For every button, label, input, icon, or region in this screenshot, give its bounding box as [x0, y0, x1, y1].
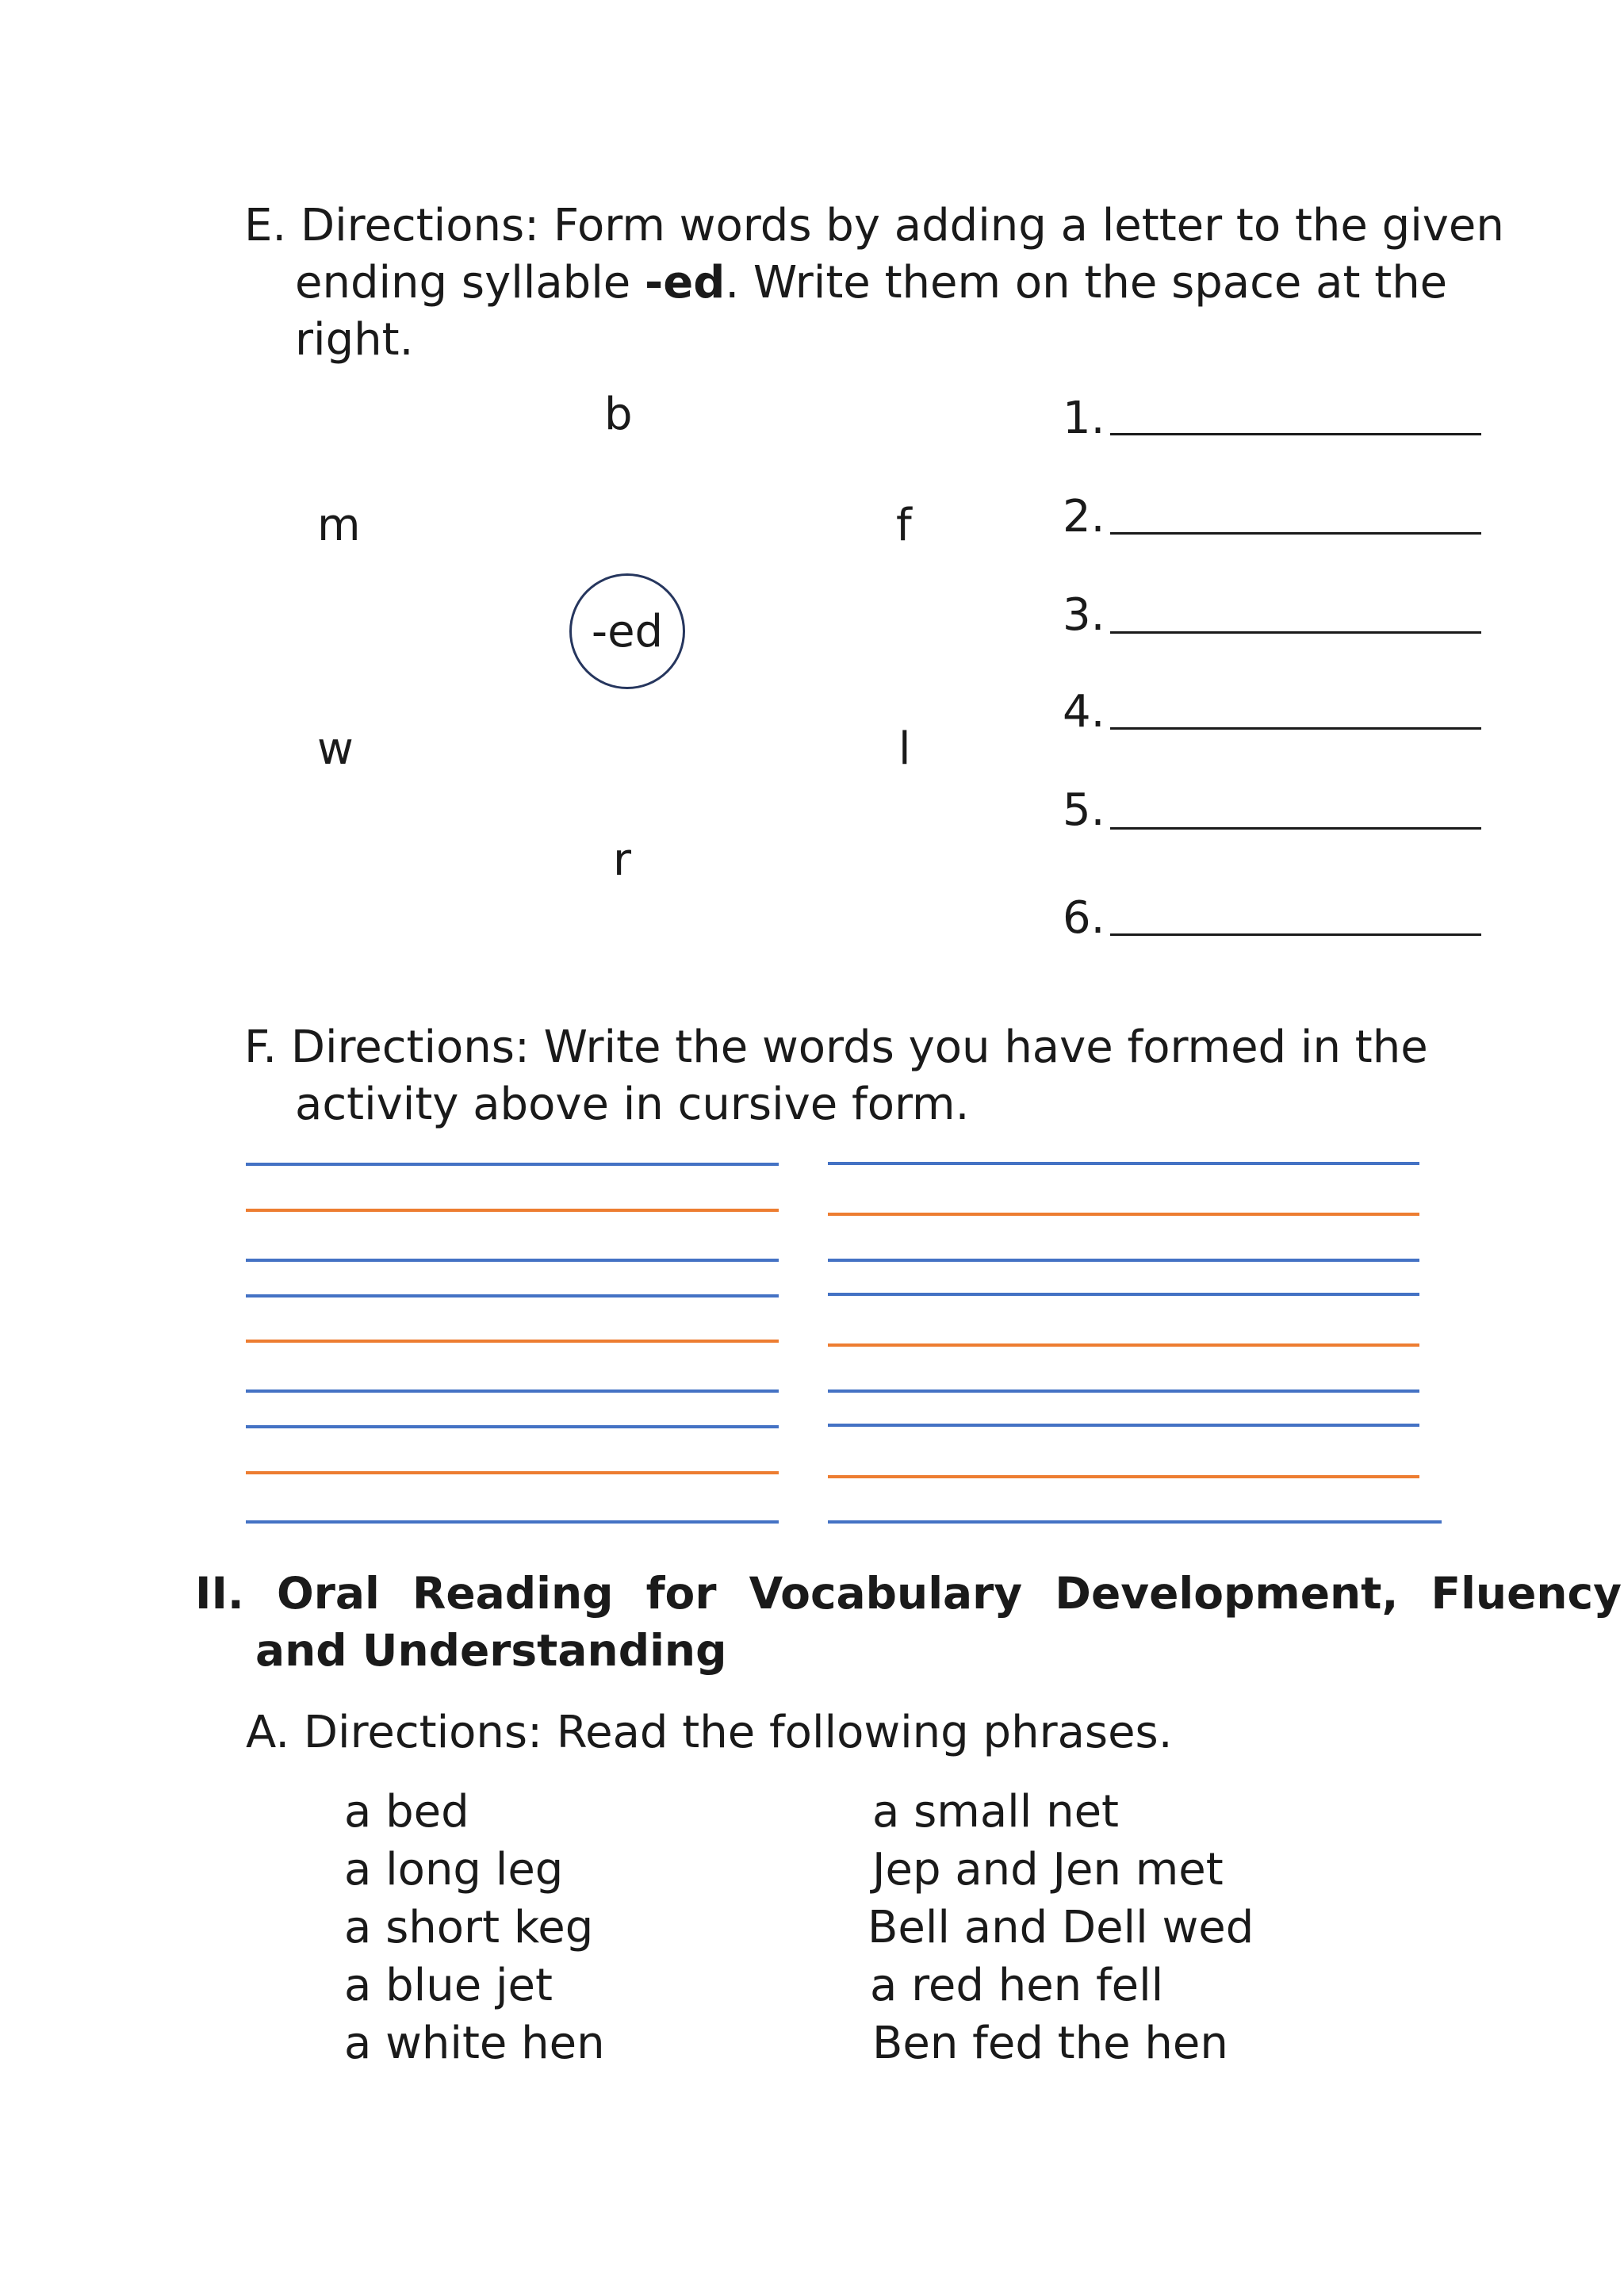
answer-number-2: 2.: [1063, 491, 1105, 542]
answer-number-5: 5.: [1063, 784, 1105, 836]
answer-line-1[interactable]: [1110, 433, 1481, 435]
answer-number-1: 1.: [1063, 393, 1105, 444]
writing-line[interactable]: [828, 1259, 1419, 1262]
writing-line[interactable]: [828, 1343, 1419, 1347]
answer-number-4: 4.: [1063, 686, 1105, 738]
letter-l: l: [898, 723, 911, 775]
section-f-directions-line1: F. Directions: Write the words you have formed in the: [244, 1022, 1428, 1073]
phrase-left-3: a short keg: [344, 1902, 594, 1953]
phrase-left-5: a white hen: [344, 2018, 605, 2069]
answer-line-6[interactable]: [1110, 933, 1481, 936]
phrase-right-3: Bell and Dell wed: [868, 1902, 1254, 1953]
phrase-right-2: Jep and Jen met: [872, 1844, 1224, 1895]
section-a-directions: A. Directions: Read the following phrases.: [246, 1707, 1173, 1758]
phrase-right-4: a red hen fell: [870, 1960, 1164, 2011]
writing-line[interactable]: [246, 1340, 779, 1343]
writing-line[interactable]: [828, 1162, 1419, 1165]
section-ii-heading-text: II. Oral Reading for Vocabulary Development, Fluency: [195, 1568, 1622, 1619]
answer-line-5[interactable]: [1110, 827, 1481, 830]
letter-w: w: [317, 723, 354, 775]
writing-line[interactable]: [828, 1475, 1419, 1478]
writing-line[interactable]: [246, 1471, 779, 1474]
answer-line-4[interactable]: [1110, 727, 1481, 730]
letter-m: m: [317, 500, 361, 551]
writing-line[interactable]: [246, 1389, 779, 1393]
writing-line[interactable]: [246, 1259, 779, 1262]
phrase-left-2: a long leg: [344, 1844, 564, 1895]
phrase-right-1: a small net: [872, 1786, 1119, 1838]
section-e-directions-line3: right.: [295, 314, 414, 366]
phrase-left-4: a blue jet: [344, 1960, 553, 2011]
writing-line[interactable]: [828, 1213, 1419, 1216]
writing-line[interactable]: [246, 1209, 779, 1212]
ed-circle: -ed: [569, 573, 685, 689]
writing-line[interactable]: [828, 1293, 1419, 1296]
answer-number-3: 3.: [1063, 589, 1105, 641]
writing-line[interactable]: [246, 1520, 779, 1524]
answer-number-6: 6.: [1063, 892, 1105, 944]
phrase-right-5: Ben fed the hen: [872, 2018, 1228, 2069]
writing-line[interactable]: [246, 1163, 779, 1166]
section-f-directions-line2: activity above in cursive form.: [295, 1079, 970, 1130]
writing-line[interactable]: [828, 1389, 1419, 1393]
letter-b: b: [604, 389, 633, 440]
writing-line[interactable]: [246, 1294, 779, 1297]
writing-line[interactable]: [828, 1424, 1419, 1427]
section-e-directions-line2: ending syllable -ed. Write them on the space at the: [295, 257, 1448, 309]
answer-line-2[interactable]: [1110, 532, 1481, 535]
section-ii-heading-line1: [195, 1568, 1622, 1619]
letter-f: f: [896, 500, 912, 551]
writing-line[interactable]: [828, 1520, 1442, 1524]
section-e-directions-line1: E. Directions: Form words by adding a letter to the given: [244, 200, 1504, 251]
phrase-left-1: a bed: [344, 1786, 469, 1838]
answer-line-3[interactable]: [1110, 631, 1481, 634]
writing-line[interactable]: [246, 1425, 779, 1428]
section-ii-heading-line2: and Understanding: [255, 1625, 727, 1676]
letter-r: r: [613, 834, 632, 886]
